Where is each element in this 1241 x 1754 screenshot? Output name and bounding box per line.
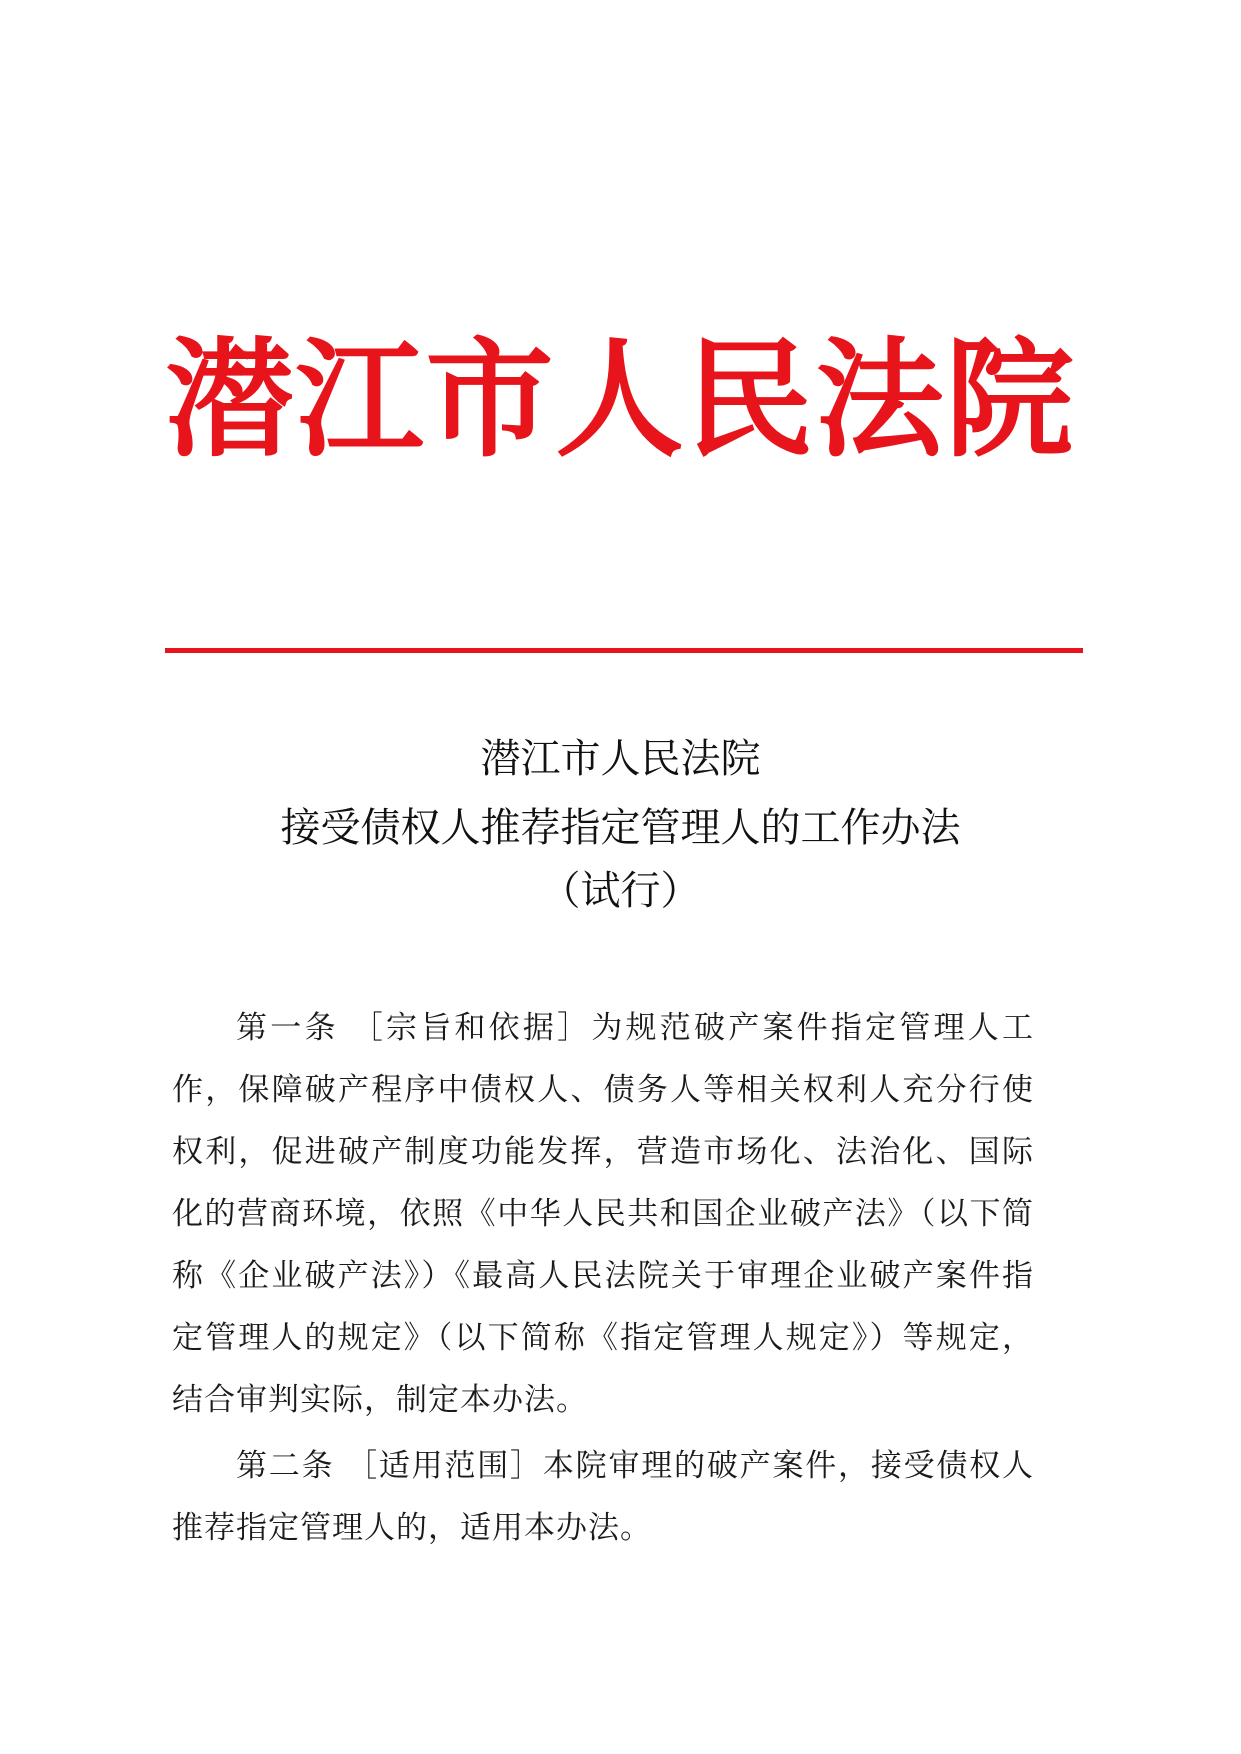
article-2 [172, 1435, 1034, 1559]
document-title-line-1: 潜江市人民法院 [480, 736, 761, 782]
article-1-heading: 第一条 [236, 1010, 339, 1046]
document-body [172, 997, 1034, 1559]
article-1 [172, 997, 1034, 1431]
article-2-tag: ［适用范围］ [346, 1448, 543, 1484]
document-title-line-3: （试行） [540, 868, 701, 914]
article-2-text: 本院审理的破产案件，接受债权人推荐指定管理人的，适用本办法。 [172, 1448, 1035, 1546]
article-1-text: 为规范破产案件指定管理人工作，保障破产程序中债权人、债务人等相关权利人充分行使权利，促进破产制度功能发挥，营造市场化、法治化、国际化的营商环境，依照《中华人民共和国企业破产法》（以下简称《企业破产法》）《最高人民法院关于审理企业破产案件指定管理人的规定》（以下简称《指定管理人规定》）等规定，结合审判实际，制定本办法。 [172, 1010, 1035, 1418]
red-divider-line [165, 648, 1083, 653]
document-title-line-2: 接受债权人推荐指定管理人的工作办法 [280, 805, 961, 851]
red-masthead-title: 潜江市人民法院 [165, 325, 1076, 475]
article-2-heading: 第二条 [236, 1448, 335, 1484]
article-1-tag: ［宗旨和依据］ [351, 1010, 592, 1046]
